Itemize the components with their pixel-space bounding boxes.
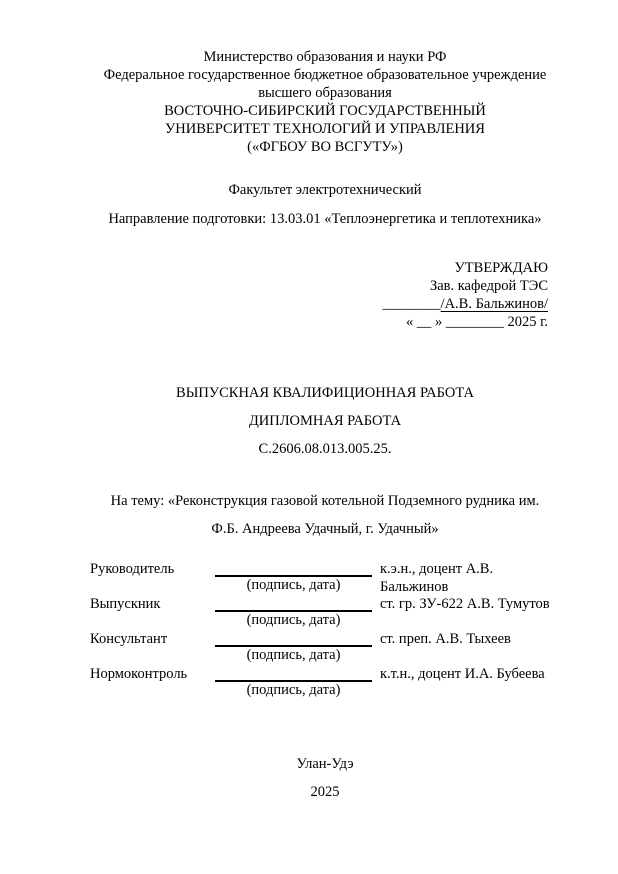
signature-role: Нормоконтроль (90, 666, 188, 682)
signature-rule (215, 665, 372, 682)
signature-field (215, 595, 372, 628)
approval-position: Зав. кафедрой ТЭС (429, 278, 548, 294)
topic-block (90, 487, 560, 543)
signature-caption: (подпись, дата) (246, 577, 341, 593)
header-line-ministry: Министерство образования и науки РФ (203, 49, 447, 65)
approval-signature-name: /А.В. Бальжинов/ (440, 296, 548, 312)
signature-field (215, 665, 372, 698)
signature-rule (215, 560, 372, 577)
signature-person: к.т.н., доцент И.А. Бубеева (380, 666, 545, 682)
signature-table (90, 560, 560, 700)
header-line-university-2: УНИВЕРСИТЕТ ТЕХНОЛОГИЙ И УПРАВЛЕНИЯ (165, 121, 485, 137)
signature-rule (215, 595, 372, 612)
work-title-block (90, 379, 560, 463)
work-subtype-line: ДИПЛОМНАЯ РАБОТА (248, 413, 402, 429)
year-line: 2025 (310, 784, 340, 800)
signature-row-supervisor (90, 560, 560, 595)
topic-line-1: На тему: «Реконструкция газовой котельной Подземного рудника им. (110, 493, 540, 509)
signature-person: ст. гр. ЗУ-622 А.В. Тумутов (380, 596, 550, 612)
signature-row-graduate (90, 595, 560, 630)
signature-caption: (подпись, дата) (246, 612, 341, 628)
signature-role: Руководитель (90, 561, 175, 577)
faculty-line: Факультет электротехнический (228, 182, 422, 198)
approval-block (90, 259, 560, 331)
header-line-institution: Федеральное государственное бюджетное образовательное учреждение (103, 67, 547, 83)
signature-field (215, 630, 372, 663)
approval-signature-blank: ________ (382, 296, 441, 312)
signature-rule (215, 630, 372, 647)
signature-caption: (подпись, дата) (246, 682, 341, 698)
city-line: Улан-Удэ (296, 756, 354, 772)
signature-field (215, 560, 372, 593)
signature-person: ст. преп. А.В. Тыхеев (380, 631, 511, 647)
header-line-abbreviation: («ФГБОУ ВО ВСГУТУ») (247, 139, 403, 155)
footer-block (90, 750, 560, 806)
program-line: Направление подготовки: 13.03.01 «Теплоэнергетика и теплотехника» (108, 211, 542, 227)
university-header (90, 48, 560, 156)
approval-date-line: « __ » ________ 2025 г. (405, 314, 548, 330)
signature-row-normcontrol (90, 665, 560, 700)
signature-row-consultant (90, 630, 560, 665)
work-type-line: ВЫПУСКНАЯ КВАЛИФИЦИОННАЯ РАБОТА (176, 385, 474, 401)
approval-signature-line (90, 295, 548, 313)
approval-title: УТВЕРЖДАЮ (454, 260, 548, 276)
header-line-education: высшего образования (258, 85, 392, 101)
topic-line-2: Ф.Б. Андреева Удачный, г. Удачный» (211, 521, 439, 537)
signature-role: Выпускник (90, 596, 161, 612)
header-line-university-1: ВОСТОЧНО-СИБИРСКИЙ ГОСУДАРСТВЕННЫЙ (164, 103, 486, 119)
signature-caption: (подпись, дата) (246, 647, 341, 663)
work-code-line: С.2606.08.013.005.25. (258, 441, 392, 457)
signature-person: к.э.н., доцент А.В. Бальжинов (380, 561, 494, 595)
signature-role: Консультант (90, 631, 168, 647)
